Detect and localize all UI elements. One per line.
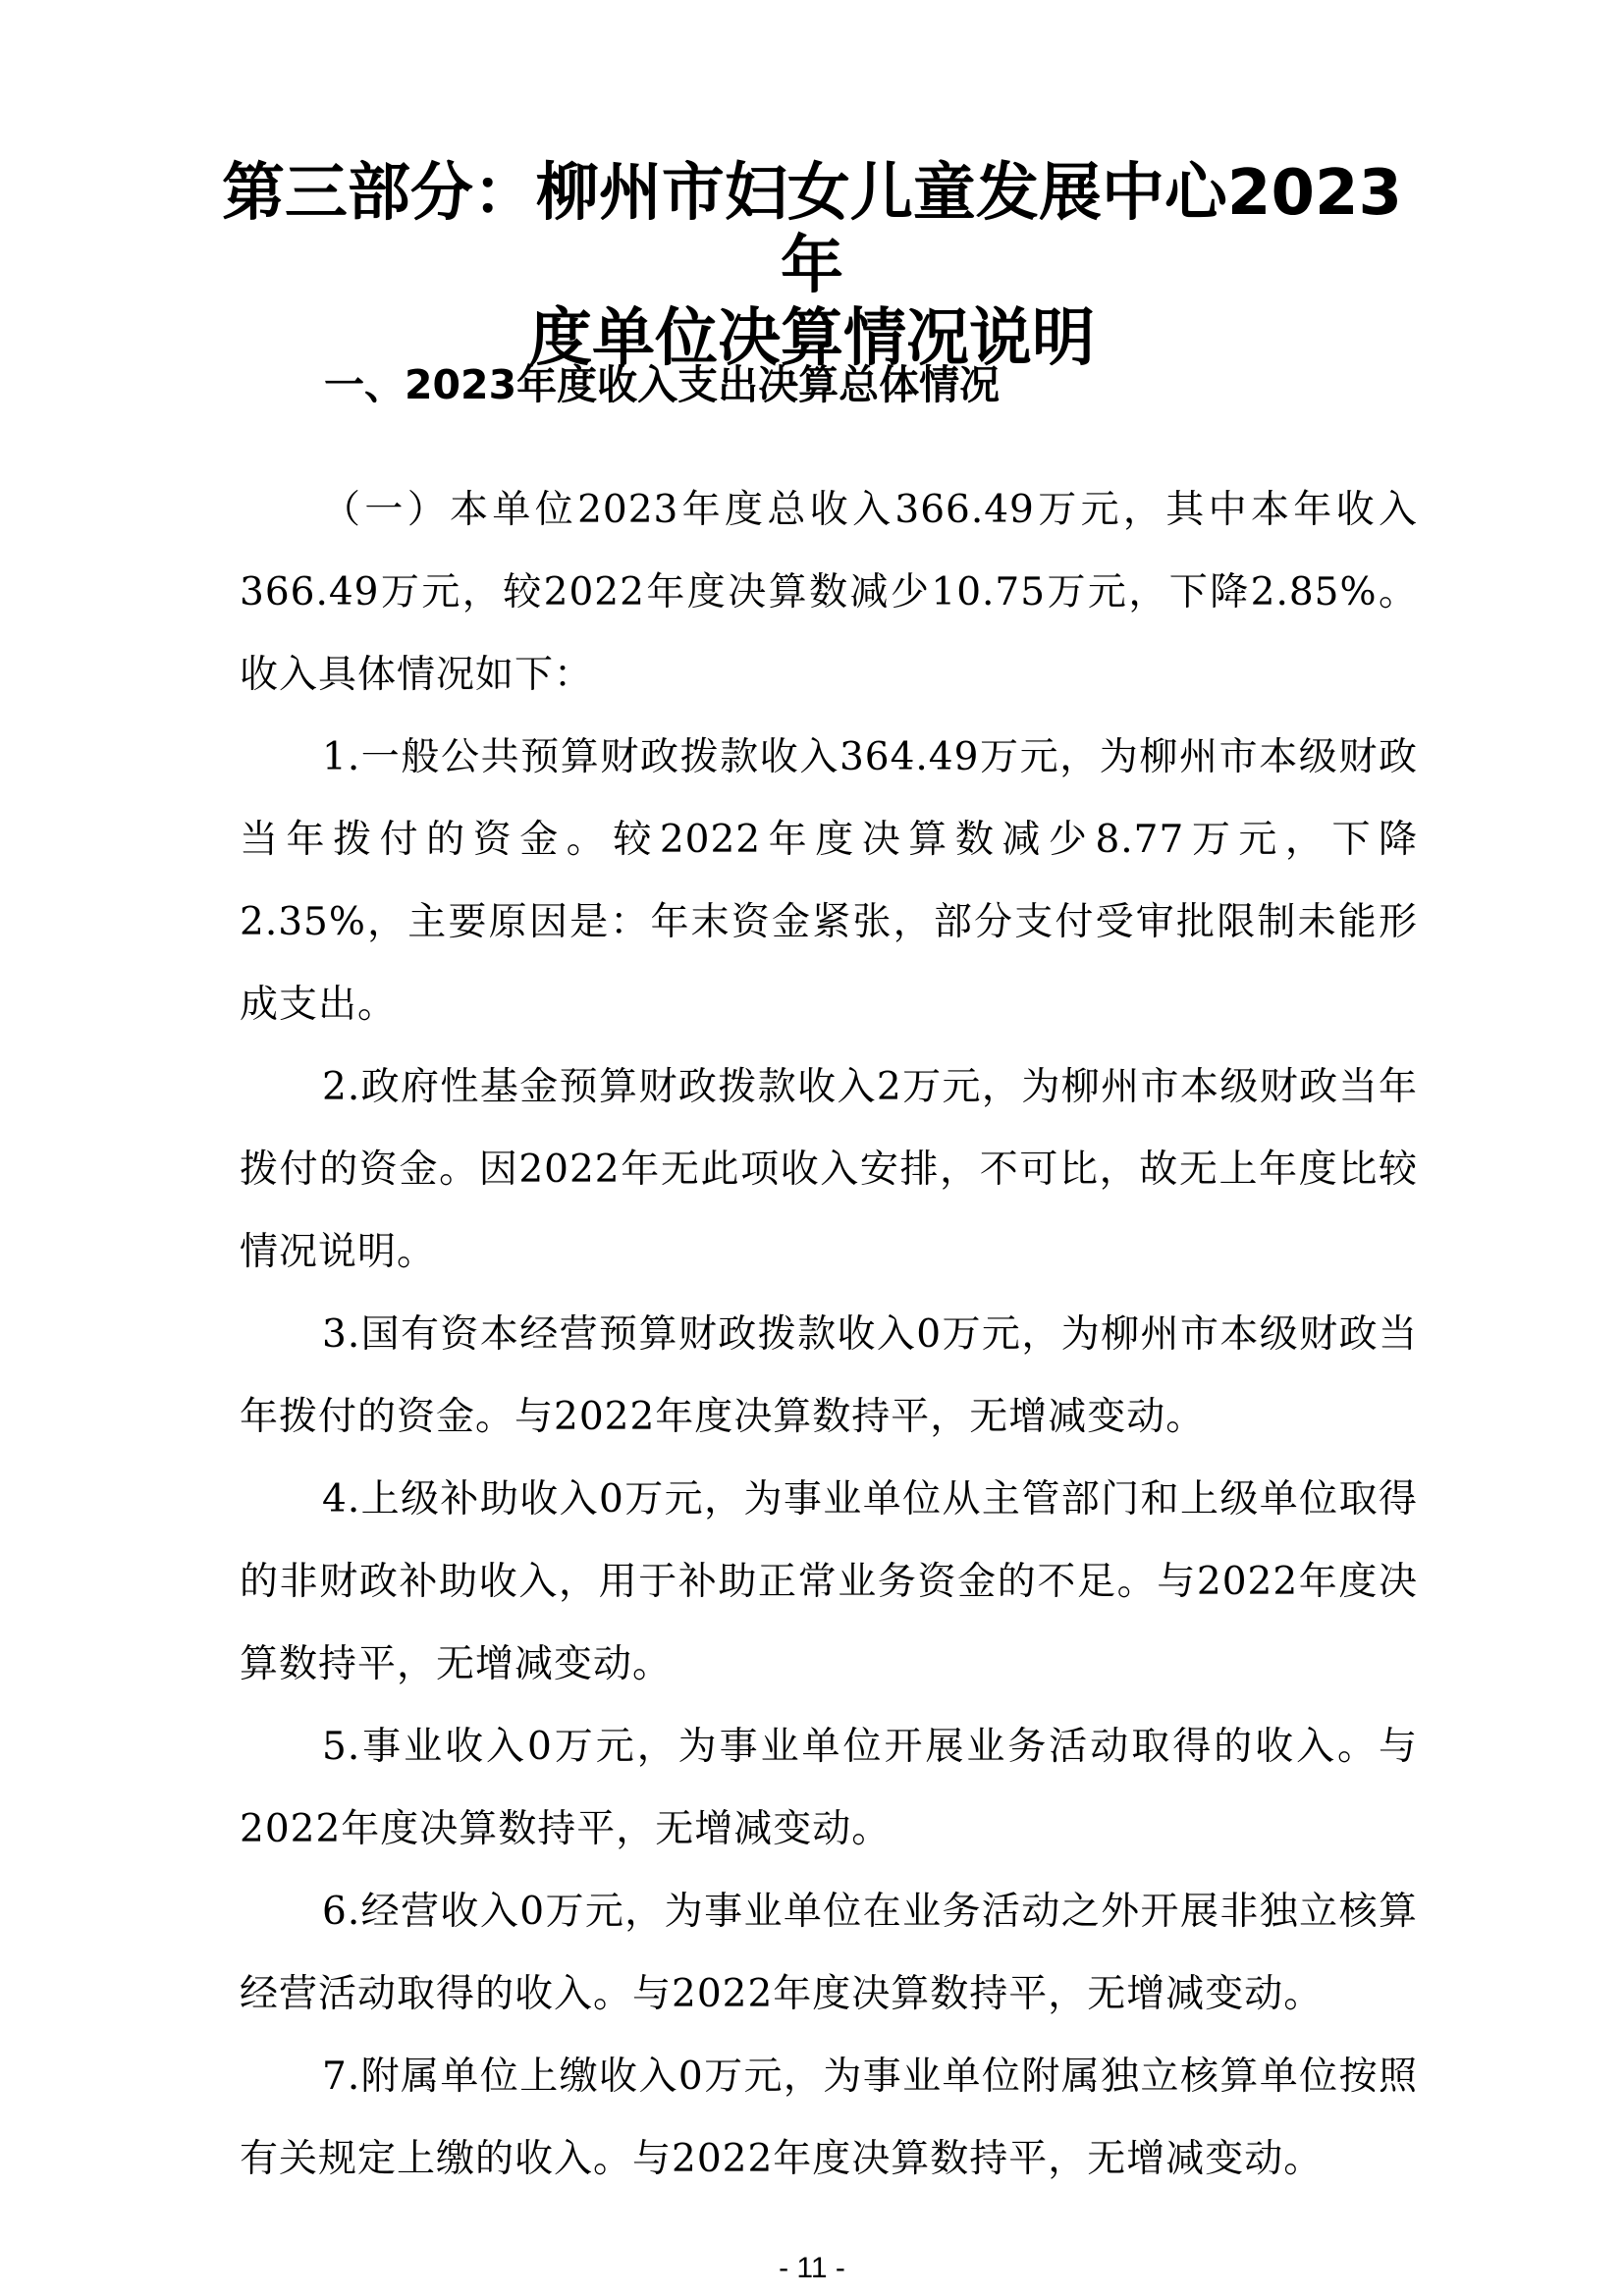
page-number: - 11 - xyxy=(779,2252,845,2284)
paragraph-general-budget: 1.一般公共预算财政拨款收入364.49万元，为柳州市本级财政当年拨付的资金。较2022年度决算数减少8.77万元，下降2.35%，主要原因是：年末资金紧张，部分支付受审批限制未能形成支出。 xyxy=(240,735,1418,1027)
section-heading: 一、2023年度收入支出决算总体情况 xyxy=(324,361,1001,408)
paragraph-state-capital: 3.国有资本经营预算财政拨款收入0万元，为柳州市本级财政当年拨付的资金。与2022年度决算数持平，无增减变动。 xyxy=(240,1312,1418,1439)
title-line-2: 度单位决算情况说明 xyxy=(529,302,1095,375)
paragraph-affiliated-income: 7.附属单位上缴收入0万元，为事业单位附属独立核算单位按照有关规定上缴的收入。与2022年度决算数持平，无增减变动。 xyxy=(240,2055,1418,2181)
paragraph-government-fund: 2.政府性基金预算财政拨款收入2万元，为柳州市本级财政当年拨付的资金。因2022年无此项收入安排，不可比，故无上年度比较情况说明。 xyxy=(240,1065,1418,1274)
document-title xyxy=(196,157,1428,375)
paragraph-operating-income: 6.经营收入0万元，为事业单位在业务活动之外开展非独立核算经营活动取得的收入。与2022年度决算数持平，无增减变动。 xyxy=(240,1890,1418,2016)
title-line-1: 第三部分：柳州市妇女儿童发展中心2023年 xyxy=(221,157,1403,302)
paragraph-total-income: （一）本单位2023年度总收入366.49万元，其中本年收入366.49万元，较2022年度决算数减少10.75万元，下降2.85%。收入具体情况如下： xyxy=(240,488,1418,697)
paragraph-business-income: 5.事业收入0万元，为事业单位开展业务活动取得的收入。与2022年度决算数持平，无增减变动。 xyxy=(240,1725,1418,1851)
paragraph-superior-subsidy: 4.上级补助收入0万元，为事业单位从主管部门和上级单位取得的非财政补助收入，用于补助正常业务资金的不足。与2022年度决算数持平，无增减变动。 xyxy=(240,1477,1418,1686)
